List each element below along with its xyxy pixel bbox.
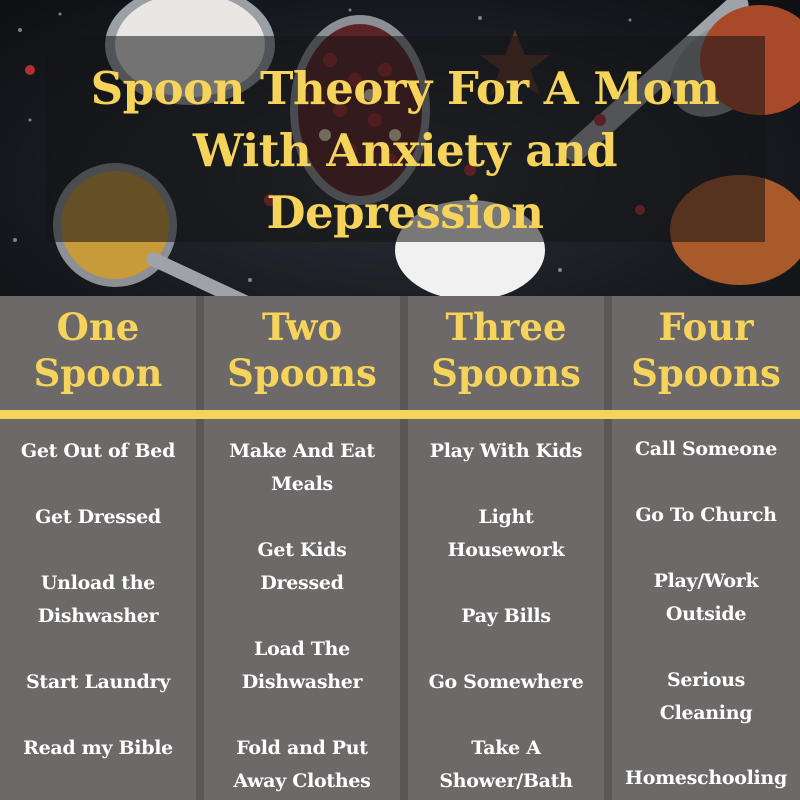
- list-item: Serious: [666, 669, 746, 691]
- list-item: Go Somewhere: [428, 671, 584, 693]
- title-line: Spoon Theory For A Mom: [90, 62, 720, 115]
- heading-line: Spoons: [227, 351, 377, 395]
- title-line: Depression: [266, 186, 544, 239]
- list-item: Away Clothes: [233, 770, 371, 792]
- list-item: Dishwasher: [241, 671, 363, 693]
- list-item: Play With Kids: [429, 440, 583, 462]
- column-heading: [612, 304, 800, 396]
- list-item: Housework: [447, 539, 565, 561]
- list-item: Load The: [254, 638, 350, 660]
- list-item: Shower/Bath: [439, 770, 573, 792]
- column-four-spoons: [612, 296, 800, 800]
- list-item: Get Out of Bed: [20, 440, 176, 462]
- column-heading: [204, 304, 400, 396]
- list-item: Take A: [471, 737, 541, 759]
- column-heading: [0, 304, 196, 396]
- heading-line: Spoon: [33, 351, 163, 395]
- list-item: Unload the: [40, 572, 156, 594]
- list-item: Dressed: [260, 572, 344, 594]
- list-item: Go To Church: [635, 504, 777, 526]
- heading-line: Spoons: [631, 351, 781, 395]
- spice-photo-banner: [0, 0, 800, 296]
- heading-line: Two: [262, 305, 342, 349]
- list-item: Pay Bills: [461, 605, 551, 627]
- page-title: [45, 58, 765, 244]
- list-item: Homeschooling: [625, 767, 787, 789]
- column-two-spoons: [204, 296, 400, 800]
- list-item: Fold and Put: [236, 737, 368, 759]
- column-three-spoons: [408, 296, 604, 800]
- list-item: Get Kids: [257, 539, 347, 561]
- list-item: Meals: [271, 473, 333, 495]
- column-heading: [408, 304, 604, 396]
- heading-divider: [0, 410, 800, 419]
- list-item: Make And Eat: [229, 440, 375, 462]
- heading-line: Spoons: [431, 351, 581, 395]
- list-item: Outside: [665, 603, 747, 625]
- heading-line: One: [56, 305, 140, 349]
- list-item: Call Someone: [634, 438, 778, 460]
- list-item: Read my Bible: [23, 737, 173, 759]
- list-item: Get Dressed: [35, 506, 161, 528]
- column-one-spoon: [0, 296, 196, 800]
- list-item: Light: [478, 506, 534, 528]
- list-item: Cleaning: [659, 702, 753, 724]
- heading-line: Four: [658, 305, 754, 349]
- list-item: Play/Work: [653, 570, 759, 592]
- list-item: Dishwasher: [37, 605, 159, 627]
- title-line: With Anxiety and: [192, 124, 618, 177]
- spoon-table: [0, 296, 800, 800]
- heading-line: Three: [445, 305, 567, 349]
- list-item: Start Laundry: [26, 671, 170, 693]
